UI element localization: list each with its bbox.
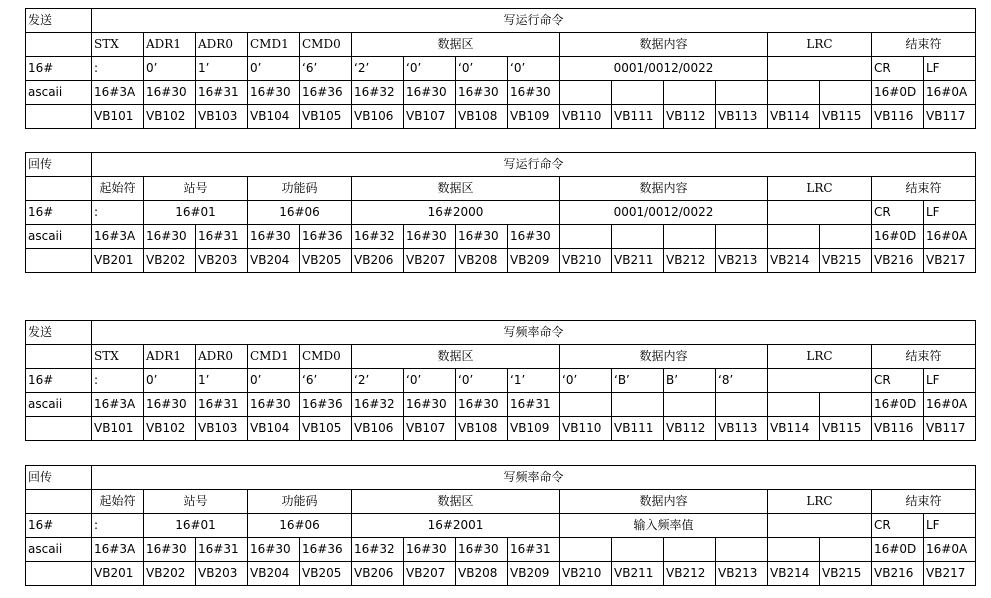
ascii-row bbox=[26, 225, 976, 249]
corner-label: 发送 bbox=[26, 321, 92, 345]
vb-cell: VB210 bbox=[560, 249, 612, 273]
header-adr0: ADR0 bbox=[196, 33, 248, 57]
vb-cell: VB215 bbox=[820, 249, 872, 273]
vb-cell: VB109 bbox=[508, 417, 560, 441]
ascii-row bbox=[26, 81, 976, 105]
data-content-value: 0001/0012/0022 bbox=[560, 57, 768, 81]
vb-cell: VB113 bbox=[716, 105, 768, 129]
hex-row bbox=[26, 57, 976, 81]
vb-cell: VB214 bbox=[768, 562, 820, 586]
header-stx: STX bbox=[92, 345, 144, 369]
vb-cell: VB207 bbox=[404, 562, 456, 586]
hex-cell: 0’ bbox=[144, 57, 196, 81]
row-label: ascaii bbox=[26, 225, 92, 249]
hex-row bbox=[26, 514, 976, 538]
ascii-cell: 16#30 bbox=[144, 225, 196, 249]
ascii-cell: 16#32 bbox=[352, 81, 404, 105]
ascii-cell: 16#0A bbox=[924, 538, 976, 562]
ascii-cell: 16#0D bbox=[872, 225, 924, 249]
vb-cell: VB209 bbox=[508, 562, 560, 586]
ascii-cell: 16#0D bbox=[872, 81, 924, 105]
vb-cell: VB114 bbox=[768, 417, 820, 441]
header-cmd1: CMD1 bbox=[248, 33, 300, 57]
vb-cell: VB108 bbox=[456, 105, 508, 129]
hex-cell: ‘B’ bbox=[612, 369, 664, 393]
header-row bbox=[26, 33, 976, 57]
corner-label: 回传 bbox=[26, 153, 92, 177]
vb-cell: VB115 bbox=[820, 417, 872, 441]
hex-cell: : bbox=[92, 201, 144, 225]
vb-cell: VB117 bbox=[924, 105, 976, 129]
vb-cell: VB109 bbox=[508, 105, 560, 129]
ascii-cell: 16#30 bbox=[144, 81, 196, 105]
vb-row bbox=[26, 105, 976, 129]
vb-cell: VB104 bbox=[248, 417, 300, 441]
header-lrc: LRC bbox=[768, 345, 872, 369]
vb-cell: VB204 bbox=[248, 249, 300, 273]
row-label: ascaii bbox=[26, 393, 92, 417]
vb-cell: VB202 bbox=[144, 249, 196, 273]
header-row bbox=[26, 345, 976, 369]
hex-cell: 0’ bbox=[248, 369, 300, 393]
vb-cell: VB203 bbox=[196, 249, 248, 273]
hex-cell: ‘1’ bbox=[508, 369, 560, 393]
vb-cell: VB103 bbox=[196, 417, 248, 441]
table-title: 写频率命令 bbox=[92, 321, 976, 345]
corner-label: 发送 bbox=[26, 9, 92, 33]
ascii-cell: 16#0A bbox=[924, 225, 976, 249]
vb-cell: VB205 bbox=[300, 562, 352, 586]
header-lrc: LRC bbox=[768, 490, 872, 514]
vb-cell: VB216 bbox=[872, 249, 924, 273]
corner-label: 回传 bbox=[26, 466, 92, 490]
hex-cell: CR bbox=[872, 57, 924, 81]
vb-cell: VB210 bbox=[560, 562, 612, 586]
ascii-cell: 16#36 bbox=[300, 225, 352, 249]
header-adr1: ADR1 bbox=[144, 345, 196, 369]
hex-cell: LF bbox=[924, 57, 976, 81]
vb-cell: VB208 bbox=[456, 249, 508, 273]
hex-cell: CR bbox=[872, 514, 924, 538]
vb-cell: VB112 bbox=[664, 417, 716, 441]
vb-cell: VB204 bbox=[248, 562, 300, 586]
vb-cell: VB107 bbox=[404, 105, 456, 129]
header-end: 结束符 bbox=[872, 177, 976, 201]
vb-cell: VB108 bbox=[456, 417, 508, 441]
vb-cell: VB217 bbox=[924, 562, 976, 586]
header-data-content: 数据内容 bbox=[560, 177, 768, 201]
vb-cell: VB213 bbox=[716, 249, 768, 273]
ascii-cell: 16#30 bbox=[144, 393, 196, 417]
ascii-cell: 16#30 bbox=[508, 225, 560, 249]
row-label: ascaii bbox=[26, 81, 92, 105]
hex-cell: 0’ bbox=[248, 57, 300, 81]
ascii-cell: 16#3A bbox=[92, 393, 144, 417]
header-station: 站号 bbox=[144, 490, 248, 514]
hex-cell: ‘0’ bbox=[508, 57, 560, 81]
hex-cell: 1’ bbox=[196, 369, 248, 393]
ascii-cell: 16#32 bbox=[352, 393, 404, 417]
header-function-code: 功能码 bbox=[248, 177, 352, 201]
vb-cell: VB106 bbox=[352, 105, 404, 129]
vb-cell: VB113 bbox=[716, 417, 768, 441]
hex-cell: ‘8’ bbox=[716, 369, 768, 393]
vb-cell: VB201 bbox=[92, 562, 144, 586]
header-data-content: 数据内容 bbox=[560, 345, 768, 369]
hex-cell: ‘6’ bbox=[300, 369, 352, 393]
ascii-cell: 16#36 bbox=[300, 393, 352, 417]
vb-cell: VB102 bbox=[144, 105, 196, 129]
header-end: 结束符 bbox=[872, 490, 976, 514]
ascii-cell: 16#31 bbox=[508, 393, 560, 417]
header-start: 起始符 bbox=[92, 490, 144, 514]
table-title: 写运行命令 bbox=[92, 9, 976, 33]
ascii-cell: 16#30 bbox=[456, 225, 508, 249]
vb-cell: VB112 bbox=[664, 105, 716, 129]
header-adr1: ADR1 bbox=[144, 33, 196, 57]
vb-cell: VB101 bbox=[92, 417, 144, 441]
ascii-cell: 16#32 bbox=[352, 538, 404, 562]
ascii-row bbox=[26, 538, 976, 562]
ascii-cell: 16#30 bbox=[404, 538, 456, 562]
header-row bbox=[26, 490, 976, 514]
header-end: 结束符 bbox=[872, 33, 976, 57]
vb-row bbox=[26, 562, 976, 586]
vb-cell: VB202 bbox=[144, 562, 196, 586]
data-content-value: 输入频率值 bbox=[560, 514, 768, 538]
reply-frequency-command-table bbox=[25, 465, 976, 586]
header-cmd0: CMD0 bbox=[300, 345, 352, 369]
hex-cell: ‘0’ bbox=[456, 57, 508, 81]
ascii-cell: 16#31 bbox=[196, 538, 248, 562]
hex-cell: LF bbox=[924, 514, 976, 538]
table-title: 写运行命令 bbox=[92, 153, 976, 177]
vb-cell: VB211 bbox=[612, 249, 664, 273]
hex-cell: LF bbox=[924, 201, 976, 225]
vb-cell: VB203 bbox=[196, 562, 248, 586]
station-value: 16#01 bbox=[144, 514, 248, 538]
vb-cell: VB207 bbox=[404, 249, 456, 273]
vb-cell: VB116 bbox=[872, 417, 924, 441]
ascii-cell: 16#36 bbox=[300, 538, 352, 562]
vb-cell: VB209 bbox=[508, 249, 560, 273]
vb-cell: VB216 bbox=[872, 562, 924, 586]
ascii-cell: 16#0D bbox=[872, 538, 924, 562]
ascii-cell: 16#30 bbox=[404, 393, 456, 417]
send-frequency-command-table bbox=[25, 320, 976, 441]
ascii-cell: 16#32 bbox=[352, 225, 404, 249]
vb-cell: VB104 bbox=[248, 105, 300, 129]
header-lrc: LRC bbox=[768, 33, 872, 57]
ascii-cell: 16#0A bbox=[924, 393, 976, 417]
ascii-cell: 16#31 bbox=[196, 225, 248, 249]
vb-cell: VB102 bbox=[144, 417, 196, 441]
header-adr0: ADR0 bbox=[196, 345, 248, 369]
vb-cell: VB101 bbox=[92, 105, 144, 129]
header-data-area: 数据区 bbox=[352, 33, 560, 57]
header-station: 站号 bbox=[144, 177, 248, 201]
vb-row bbox=[26, 249, 976, 273]
header-stx: STX bbox=[92, 33, 144, 57]
header-data-area: 数据区 bbox=[352, 177, 560, 201]
hex-cell: ‘0’ bbox=[560, 369, 612, 393]
vb-cell: VB103 bbox=[196, 105, 248, 129]
hex-row bbox=[26, 201, 976, 225]
ascii-cell: 16#3A bbox=[92, 225, 144, 249]
ascii-cell: 16#31 bbox=[508, 538, 560, 562]
vb-cell: VB214 bbox=[768, 249, 820, 273]
vb-cell: VB206 bbox=[352, 249, 404, 273]
ascii-cell: 16#30 bbox=[404, 225, 456, 249]
function-code-value: 16#06 bbox=[248, 201, 352, 225]
header-data-area: 数据区 bbox=[352, 490, 560, 514]
ascii-cell: 16#0A bbox=[924, 81, 976, 105]
vb-cell: VB212 bbox=[664, 249, 716, 273]
hex-cell: ‘0’ bbox=[404, 369, 456, 393]
header-start: 起始符 bbox=[92, 177, 144, 201]
vb-cell: VB212 bbox=[664, 562, 716, 586]
vb-cell: VB205 bbox=[300, 249, 352, 273]
hex-cell: : bbox=[92, 369, 144, 393]
header-function-code: 功能码 bbox=[248, 490, 352, 514]
hex-cell: ‘0’ bbox=[456, 369, 508, 393]
ascii-cell: 16#30 bbox=[404, 81, 456, 105]
hex-cell: ‘2’ bbox=[352, 57, 404, 81]
ascii-cell: 16#30 bbox=[456, 393, 508, 417]
table-title: 写频率命令 bbox=[92, 466, 976, 490]
send-run-command-table bbox=[25, 8, 976, 129]
ascii-cell: 16#30 bbox=[248, 538, 300, 562]
hex-cell: : bbox=[92, 514, 144, 538]
header-lrc: LRC bbox=[768, 177, 872, 201]
vb-cell: VB115 bbox=[820, 105, 872, 129]
hex-cell: 0’ bbox=[144, 369, 196, 393]
header-row bbox=[26, 177, 976, 201]
hex-cell: CR bbox=[872, 369, 924, 393]
row-label: 16# bbox=[26, 201, 92, 225]
vb-cell: VB110 bbox=[560, 417, 612, 441]
vb-cell: VB111 bbox=[612, 105, 664, 129]
header-end: 结束符 bbox=[872, 345, 976, 369]
ascii-cell: 16#30 bbox=[144, 538, 196, 562]
header-data-content: 数据内容 bbox=[560, 33, 768, 57]
header-cmd0: CMD0 bbox=[300, 33, 352, 57]
vb-cell: VB217 bbox=[924, 249, 976, 273]
ascii-cell: 16#0D bbox=[872, 393, 924, 417]
vb-cell: VB107 bbox=[404, 417, 456, 441]
ascii-cell: 16#36 bbox=[300, 81, 352, 105]
ascii-cell: 16#30 bbox=[508, 81, 560, 105]
vb-cell: VB105 bbox=[300, 417, 352, 441]
reply-run-command-table bbox=[25, 152, 976, 273]
vb-cell: VB105 bbox=[300, 105, 352, 129]
header-cmd1: CMD1 bbox=[248, 345, 300, 369]
ascii-cell: 16#3A bbox=[92, 81, 144, 105]
vb-cell: VB114 bbox=[768, 105, 820, 129]
vb-row bbox=[26, 417, 976, 441]
hex-cell: ‘6’ bbox=[300, 57, 352, 81]
row-label: 16# bbox=[26, 514, 92, 538]
vb-cell: VB116 bbox=[872, 105, 924, 129]
data-content-value: 0001/0012/0022 bbox=[560, 201, 768, 225]
hex-cell: LF bbox=[924, 369, 976, 393]
vb-cell: VB110 bbox=[560, 105, 612, 129]
hex-cell: ‘0’ bbox=[404, 57, 456, 81]
vb-cell: VB215 bbox=[820, 562, 872, 586]
vb-cell: VB211 bbox=[612, 562, 664, 586]
header-data-content: 数据内容 bbox=[560, 490, 768, 514]
row-label: ascaii bbox=[26, 538, 92, 562]
vb-cell: VB201 bbox=[92, 249, 144, 273]
vb-cell: VB208 bbox=[456, 562, 508, 586]
vb-cell: VB206 bbox=[352, 562, 404, 586]
ascii-cell: 16#30 bbox=[248, 81, 300, 105]
hex-row bbox=[26, 369, 976, 393]
data-area-value: 16#2000 bbox=[352, 201, 560, 225]
vb-cell: VB117 bbox=[924, 417, 976, 441]
ascii-cell: 16#30 bbox=[248, 393, 300, 417]
row-label: 16# bbox=[26, 369, 92, 393]
vb-cell: VB111 bbox=[612, 417, 664, 441]
hex-cell: : bbox=[92, 57, 144, 81]
ascii-cell: 16#30 bbox=[248, 225, 300, 249]
header-data-area: 数据区 bbox=[352, 345, 560, 369]
station-value: 16#01 bbox=[144, 201, 248, 225]
vb-cell: VB106 bbox=[352, 417, 404, 441]
ascii-cell: 16#3A bbox=[92, 538, 144, 562]
data-area-value: 16#2001 bbox=[352, 514, 560, 538]
hex-cell: 1’ bbox=[196, 57, 248, 81]
row-label: 16# bbox=[26, 57, 92, 81]
ascii-cell: 16#30 bbox=[456, 81, 508, 105]
hex-cell: B’ bbox=[664, 369, 716, 393]
ascii-cell: 16#31 bbox=[196, 81, 248, 105]
hex-cell: ‘2’ bbox=[352, 369, 404, 393]
ascii-cell: 16#31 bbox=[196, 393, 248, 417]
vb-cell: VB213 bbox=[716, 562, 768, 586]
ascii-row bbox=[26, 393, 976, 417]
hex-cell: CR bbox=[872, 201, 924, 225]
function-code-value: 16#06 bbox=[248, 514, 352, 538]
ascii-cell: 16#30 bbox=[456, 538, 508, 562]
